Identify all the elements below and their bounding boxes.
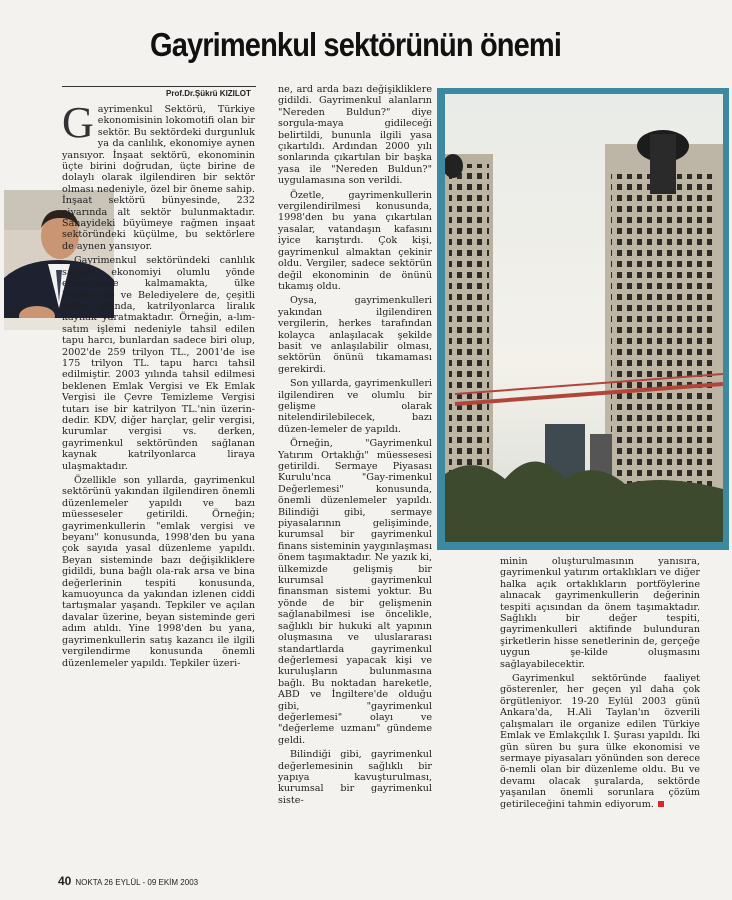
buildings-photo-image: [445, 94, 723, 542]
article-title: Gayrimenkul sektörünün önemi: [150, 26, 562, 63]
paragraph: Gayrimenkul sektöründeki canlılık sadece ekonomiyi olumlu yönde etkilemekle kalmamakta, ülke Maliyesine ve Belediyelere de, çeşitli adlar altında, katrilyonlarca liralık kaynak yaratmaktadır. Örneğin, a-lım-satım işlemi nedeniyle tahsil edilen tapu harcı, bunlardan sadece biri olup, 2002'de 259 trilyon TL., 2001'de ise 175 trilyon TL. tapu harcı tahsil edilmiştir. 2003 yılında tahsil edilmesi beklenen Emlak Vergisi ve Ek Emlak Vergisi ile Çevre Temizleme Vergisi tutarı ise bir katrilyon TL.'nin üzerin-dedir. KDV, diğer harçlar, gelir vergisi, kurumlar vergisi vs. derken, gayrimenkul sektöründen sağlanan kaynak katrilyonlarca liraya ulaşmaktadır.: [62, 255, 255, 472]
paragraph: [62, 104, 255, 252]
paragraph-text: ayrimenkul Sektörü, Türkiye ekonomisinin lokomotifi olan bir sektör. Bu sektördeki durgunluk ya da canlılık, ekonomiye aynen yansıyor. İnşaat sektörü, ekonominin üçte birini doğrudan, üçte birine de dolaylı olarak ilgilendiren bir sektör olması nedeniyle, özel bir öneme sahip. İnşaat sektörü bünyesinde, 232 civarında alt sektör bulunmaktadır. Sanayideki büyümeye rağmen inşaat sektöründeki küçülme, bu sektörlere de aynen yansıyor.: [62, 104, 255, 252]
paragraph: Son yıllarda, gayrimenkulleri ilgilendiren ve olumlu bir gelişme olarak nitelendirilebilecek, bazı düzen-lemeler de yapıldı.: [278, 378, 432, 435]
paragraph: Özetle, gayrimenkullerin vergilendirilmesi konusunda, 1998'den bu yana çıkartılan yasalar, vatandaşın kafasını iyice karıştırdı. Çok kişi, gayrimenkul almaktan çekinir oldu. Vergiler, sadece sektörün değil ekonominin de önünü tıkamış oldu.: [278, 189, 432, 292]
article-column-2: [278, 84, 432, 870]
drop-cap: G: [62, 104, 94, 147]
skyscrapers-illustration: [445, 94, 723, 542]
buildings-photo: [437, 88, 729, 550]
paragraph: Oysa, gayrimenkulleri yakından ilgilendiren vergilerin, herkes tarafından kolayca anlaşılacak şekilde basit ve anlaşılabilir olması, sektörün önünü tıkamaması gerekirdi.: [278, 295, 432, 375]
page-footer: [58, 874, 198, 888]
page-number: 40: [58, 874, 72, 888]
paragraph: Bilindiği gibi, gayrimenkul değerlemesinin sağlıklı bir yapıya kavuşturulması, kurumsal bir gayrimenkul siste-: [278, 749, 432, 806]
issue-date: NOKTA 26 EYLÜL - 09 EKİM 2003: [75, 878, 199, 887]
article-column-3: [500, 556, 700, 866]
paragraph-text: Gayrimenkul sektöründe faaliyet gösterenler, her geçen yıl daha çok örgütleniyor. 19-20 Eylül 2003 günü Ankara'da, H.Ali Taylan'ın özverili çalışmaları ile organize edilen Türkiye Emlak ve Emlakçılık I. Şurası yapıldı. İki gün süren bu şura ülke ekonomisi ve sermaye piyasaları yönünden son derece ö-nemli olan bir düzenleme oldu. Bu ve devamı olacak şuralarda, sektörde yaşanılan önemli sorunlara çözüm getirileceğini tahmin ediyorum.: [500, 673, 700, 810]
paragraph: Özellikle son yıllarda, gayrimenkul sektörünü yakından ilgilendiren önemli düzenlemeler yapıldı ve bazı müesseseler getirildi. Örneğin; gayrimenkullerin "emlak vergisi ve beyanı" konusunda, 1998'den bu yana çok sayıda yasal düzenleme yapıldı. Beyan sisteminde bazı değişikliklere gidildi, buna bağlı ola-rak arsa ve bina değerlerinin tespiti konusunda, kamuoyunca da yakından izlenen ciddi tartışmalar yaşandı. Tepkiler ve açılan davalar üzerine, beyan sisteminde geri adım atıldı. Yine 1998'den bu yana, gayrimenkullerin satış kazancı ile ilgili vergilendirme konusunda önemli düzenlemeler yapıldı. Tepkiler üzeri-: [62, 475, 255, 669]
byline-rule: [62, 86, 256, 87]
article-column-1: [62, 104, 255, 872]
paragraph: ne, ard arda bazı değişikliklere gidildi. Gayrimenkul alanların "Nereden Buldun?" diye sorgula-maya gidileceği belirtildi, bununla ilgili yasa çıkartıldı. Ardından 2000 yılı sonlarında çıkartılan bir başka yasa ile "Nereden Buldun?" uygulamasına son verildi.: [278, 84, 432, 187]
author-byline: Prof.Dr.Şükrü KIZILOT: [166, 89, 251, 98]
paragraph: [500, 673, 700, 810]
end-mark-icon: [658, 801, 664, 807]
paragraph: Örneğin, "Gayrimenkul Yatırım Ortaklığı" müessesesi getirildi. Sermaye Piyasası Kurulu'nca "Gay-rimenkul Değerlemesi" konusunda, önemli düzenlemeler yapıldı. Bilindiği gibi, sermaye piyasalarının gelişiminde, kurumsal bir gayrimenkul finans sisteminin yaygınlaşması önem taşımaktadır. Ne yazık ki, ülkemizde gelişmiş bir kurumsal gayrimenkul finansman sistemi yoktur. Bu yönde de bir gelişmenin sağlanabilmesi ise öncelikle, sağlıklı bir hukuki alt yapının oluşmasına ve uluslararası standartlarda gayrimenkul değerlemesi yapacak kişi ve kuruluşların bulunmasına bağlı. Bu noktadan hareketle, ABD ve İngiltere'de olduğu gibi, "gayrimenkul değerlemesi" olayı ve "değerleme uzmanı" gündeme geldi.: [278, 438, 432, 746]
paragraph: minin oluşturulmasının yanısıra, gayrimenkul yatırım ortaklıkları ve diğer halka açık ortaklıkların portföylerine alınacak gayrimenkullerin değerinin tespiti açısından da önem taşımaktadır. Sağlıklı bir değer tespiti, gayrimenkulleri aktifinde bulunduran şirketlerin hisse senetlerinin de, gerçeğe uygun şe-kilde oluşmasını sağlayabilecektir.: [500, 556, 700, 670]
